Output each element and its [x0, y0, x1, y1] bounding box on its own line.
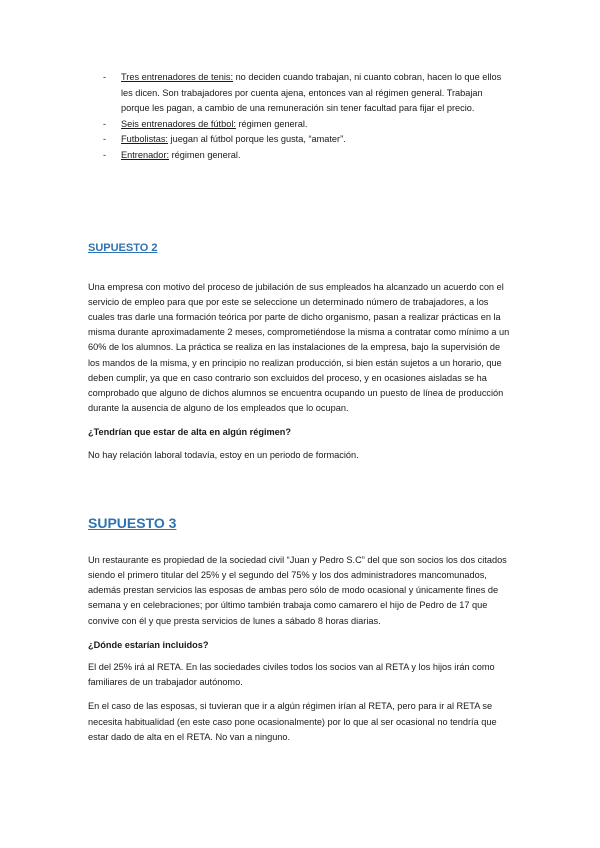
- supuesto2-heading: SUPUESTO 2: [88, 241, 158, 254]
- list-dash: -: [103, 134, 107, 145]
- list-item: [88, 117, 512, 133]
- list-dash: -: [103, 149, 107, 160]
- list-item: [88, 132, 512, 148]
- supuesto3-answer-1: El del 25% irá al RETA. En las sociedades civiles todos los socios van al RETA y los hijos irán como familiares de un trabajador autónomo.: [88, 662, 495, 688]
- supuesto3-body: Un restaurante es propiedad de la sociedad civil “Juan y Pedro S.C” del que son socios los dos citados siendo el primero titular del 25% y el segundo del 75% y los dos administradores mancomunados, además prestan servicios las esposas de ambas pero sólo de modo ocasional y únicamente fines de semana y en celebraciones; por último también trabaja como camarero el hijo de Pedro de 17 que convive con él y que presta servicios de lunes a sábado 8 horas diarias.: [88, 554, 507, 626]
- supuesto2-answer: No hay relación laboral todavía, estoy en un periodo de formación.: [88, 449, 359, 460]
- list-item: [88, 148, 512, 164]
- supuesto2-body: Una empresa con motivo del proceso de jubilación de sus empleados ha alcanzado un acuerdo con el servicio de empleo para que por este se seleccione un determinado número de trabajadores, a los cuales tras darle una formación teórica por parte de dicho organismo, pasan a realizar prácticas en la misma durante aproximadamente 2 meses, comprometiéndose la misma a contratar como mínimo a un 60% de los alumnos. La práctica se realiza en las instalaciones de la empresa, bajo la supervisión de los mandos de la misma, y en principio no realizan producción, si bien están sujetos a un horario, que deben cumplir, ya que en caso contrario son excluidos del proceso, y en ocasiones aisladas se ha comprobado que alguno de dichos alumnos se encuentra ocupando un puesto de línea de producción durante la ausencia de alguno de los empleados que lo ocupan.: [88, 281, 510, 414]
- list-item-text: juegan al fútbol porque les gusta, “amater”.: [167, 134, 346, 145]
- supuesto2-question: ¿Tendrían que estar de alta en algún régimen?: [88, 427, 292, 438]
- list-item-text: no deciden cuando trabajan, ni cuanto cobran, hacen lo que ellos les dicen. Son trabajadores por cuenta ajena, entonces van al régimen general. Trabajan porque les pagan, a cambio de una remuneración sin tener facultad para fijar el precio.: [121, 72, 502, 114]
- list-item-text: régimen general.: [235, 118, 308, 129]
- supuesto3-answer-2: En el caso de las esposas, si tuvieran que ir a algún régimen irían al RETA, pero para ir al RETA se necesita habitualidad (en este caso pone ocasionalmente) por lo que al ser ocasional no tendría que estar dado de alta en el RETA. No van a ninguno.: [88, 701, 497, 742]
- list-item-text: régimen general.: [169, 149, 241, 160]
- entrenadores-list: [88, 70, 512, 164]
- supuesto3-heading: SUPUESTO 3: [88, 514, 177, 531]
- list-item: [88, 70, 512, 117]
- list-item-term: Entrenador:: [121, 149, 170, 160]
- list-item-term: Seis entrenadores de fútbol:: [121, 118, 236, 129]
- list-item-term: Tres entrenadores de tenis:: [121, 72, 234, 82]
- list-dash: -: [103, 72, 107, 82]
- supuesto3-question: ¿Dónde estarían incluidos?: [88, 639, 209, 650]
- list-item-term: Futbolistas:: [121, 134, 168, 145]
- list-dash: -: [103, 118, 107, 129]
